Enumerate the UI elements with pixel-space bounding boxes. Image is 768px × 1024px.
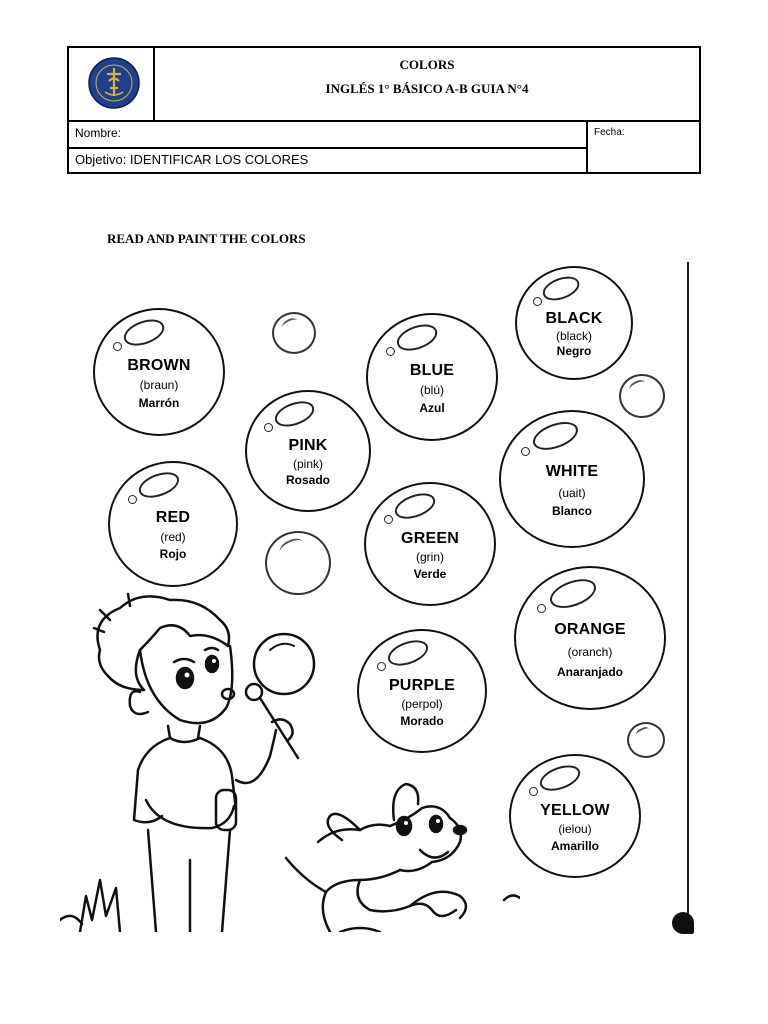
bubble-pronunciation: (braun): [139, 378, 179, 393]
bubble-translation: Morado: [400, 713, 444, 728]
bubble-pronunciation: (pink): [292, 456, 323, 471]
bubble-pronunciation: (uait): [558, 485, 586, 500]
bubble-word: GREEN: [401, 529, 459, 547]
bubble-word: PURPLE: [388, 676, 456, 694]
bubble-word: ORANGE: [554, 621, 626, 639]
bubble-pronunciation: (oranch): [567, 645, 613, 659]
title-cell: [155, 48, 699, 122]
bubble-pronunciation: (blú): [419, 383, 444, 398]
page-edge-line: [687, 262, 689, 930]
bubble-blue: [366, 313, 498, 441]
worksheet-title: COLORS: [399, 57, 455, 72]
bubble-translation: Amarillo: [550, 838, 599, 853]
bubble-black: [515, 266, 633, 380]
bubble-word: PINK: [288, 436, 328, 454]
bubble-translation: Negro: [556, 343, 592, 358]
bubble-word: YELLOW: [540, 801, 610, 819]
bubble-translation: Rojo: [159, 547, 187, 562]
bubble-orange: [514, 566, 666, 710]
bubble-pronunciation: (perpol): [401, 697, 443, 711]
bubble-word: BLACK: [545, 309, 603, 327]
bubble-word: BLUE: [409, 362, 455, 380]
bubble-pink: [245, 390, 371, 512]
bubble-brown: [93, 308, 225, 436]
bubble-white: [499, 410, 645, 548]
bubble-translation: Anaranjado: [556, 664, 623, 679]
header-table: [67, 46, 701, 174]
decorative-shape: [672, 912, 694, 934]
bubble-translation: Azul: [419, 400, 445, 415]
bubble-pronunciation: (black): [555, 328, 592, 343]
bubble-word: BROWN: [127, 357, 191, 375]
bubble-word: RED: [155, 509, 191, 527]
decorative-bubble: [619, 374, 665, 418]
objetivo-text: Objetivo: IDENTIFICAR LOS COLORES: [69, 149, 588, 174]
bubble-word: WHITE: [545, 462, 599, 480]
nombre-field: Nombre:: [69, 122, 588, 149]
logo-cell: [69, 48, 155, 122]
bubble-yellow: [509, 754, 641, 878]
boy-and-dog-illustration: [60, 580, 520, 932]
worksheet-subtitle: INGLÉS 1° BÁSICO A-B GUIA N°4: [325, 81, 529, 96]
bubble-translation: Blanco: [551, 504, 592, 519]
bubble-translation: Marrón: [138, 395, 180, 410]
bubble-translation: Verde: [413, 566, 447, 581]
instruction-heading: READ AND PAINT THE COLORS: [107, 231, 306, 246]
bubble-pronunciation: (grin): [415, 550, 444, 564]
school-crest-icon: [69, 48, 155, 122]
bubble-pronunciation: (red): [160, 530, 186, 545]
bubble-red: [108, 461, 238, 587]
bubble-translation: Rosado: [285, 473, 330, 488]
bubble-pronunciation: (ielou): [558, 822, 592, 836]
decorative-bubble: [272, 312, 316, 354]
fecha-field: Fecha:: [594, 127, 625, 138]
decorative-bubble: [627, 722, 665, 758]
